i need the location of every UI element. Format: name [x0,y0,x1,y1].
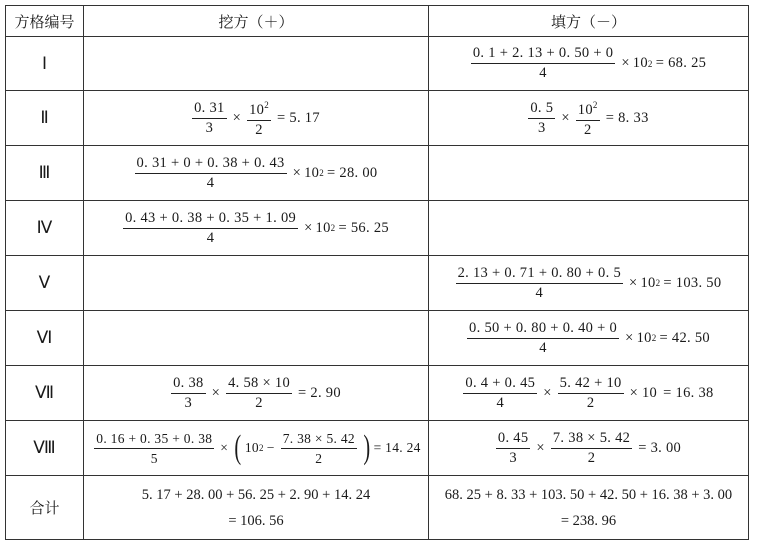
numerator: 7. 38 × 5. 42 [551,430,632,449]
table-row [6,256,749,311]
fill-cell [429,256,749,311]
formula [168,375,344,412]
numerator [247,97,271,121]
power-base: 10 [636,329,652,346]
denominator: 2 [587,449,596,466]
numerator: 0. 1 + 2. 13 + 0. 50 + 0 [471,45,615,64]
exponent: 2 [651,333,657,343]
exponent: 2 [258,443,264,453]
grid-id: Ⅱ [6,91,84,146]
fill-total-cell [429,476,749,540]
cut-total-cell [84,476,429,540]
cut-cell [84,201,429,256]
operator: × [621,55,630,71]
table-row [6,421,749,476]
fill-sum-result: = 238. 96 [560,512,617,529]
cut-cell [84,421,429,476]
grid-id: Ⅶ [6,366,84,421]
denominator: 4 [496,394,505,411]
result: = 3. 00 [638,439,682,456]
fill-cell [429,421,749,476]
denominator: 4 [539,65,547,81]
exponent: 2 [592,100,598,110]
operator: × [304,219,313,236]
operator: × [292,164,302,181]
earthwork-table [5,5,749,540]
cut-cell [84,311,429,366]
numerator: 0. 38 [171,375,206,394]
left-paren: ( [234,429,242,466]
result: = 14. 24 [373,440,421,455]
table-row [6,311,749,366]
operator: − [266,440,275,455]
formula [120,210,392,247]
right-paren: ) [363,429,371,466]
numerator: 5. 42 + 10 [558,375,624,394]
fill-cell [429,366,749,421]
fraction [551,430,632,467]
fraction [463,375,537,412]
header-row [6,6,749,37]
cut-cell [84,91,429,146]
grid-id: Ⅳ [6,201,84,256]
formula [493,430,684,467]
numerator: 2. 13 + 0. 71 + 0. 80 + 0. 5 [456,265,623,284]
power-base: 10 [249,102,265,118]
exponent: 2 [264,100,269,110]
fraction [496,430,531,467]
fill-cell [429,37,749,91]
table-row [6,146,749,201]
fraction [226,375,292,412]
fraction [281,430,357,467]
numerator: 0. 50 + 0. 80 + 0. 40 + 0 [467,320,619,339]
formula [468,45,709,82]
power-base: 10 [577,102,593,118]
numerator: 4. 58 × 10 [226,375,292,394]
denominator: 5 [150,450,158,466]
exponent: 2 [319,168,324,178]
fraction [558,375,624,412]
result: = 2. 90 [298,384,341,401]
power-base: 10 [244,440,259,455]
fill-cell [429,201,749,256]
numerator: 0. 31 + 0 + 0. 38 + 0. 43 [135,155,287,174]
grid-id: Ⅰ [6,37,84,91]
grid-id: Ⅴ [6,256,84,311]
denominator: 2 [255,394,263,411]
fraction [192,100,227,137]
cut-sum-line: 5. 17 + 28. 00 + 56. 25 + 2. 90 + 14. 24 [141,486,371,503]
denominator: 2 [315,450,323,466]
formula [460,375,716,412]
power-base: 10 [632,55,648,71]
cut-cell [84,366,429,421]
fill-cell [429,311,749,366]
denominator: 4 [535,284,544,301]
header-grid-id: 方格编号 [6,6,84,37]
table-row [6,366,749,421]
exponent: 2 [647,58,653,69]
table-row [6,201,749,256]
fill-sum-line: 68. 25 + 8. 33 + 103. 50 + 42. 50 + 16. 38 + 3. 00 [444,486,733,503]
numerator: 0. 4 + 0. 45 [463,375,537,394]
denominator: 3 [184,394,193,411]
grid-id: Ⅵ [6,311,84,366]
fraction [135,155,287,192]
grid-id: Ⅲ [6,146,84,201]
total-label: 合计 [6,476,84,540]
numerator: 7. 38 × 5. 42 [281,430,357,449]
fill-cell [429,91,749,146]
operator: × [211,384,221,401]
operator: × [220,440,229,455]
formula [132,155,381,192]
fill-cell [429,146,749,201]
fraction [123,210,298,247]
fraction [467,320,619,357]
result: = 5. 17 [277,109,320,126]
numerator: 0. 5 [528,100,555,119]
fraction [171,375,206,412]
result: = 8. 33 [605,109,649,126]
table-row [6,37,749,91]
power-base: 10 [640,274,656,291]
denominator: 3 [205,119,214,136]
formula [525,97,651,139]
fraction [247,97,271,139]
formula [189,97,323,139]
fraction [456,265,623,302]
result: = 103. 50 [663,274,722,291]
denominator: 3 [538,119,546,136]
header-cut: 挖方（＋） [84,6,429,37]
total-row [6,476,749,540]
cut-cell [84,146,429,201]
fraction [94,430,214,467]
denominator: 2 [255,122,263,138]
result: = 16. 38 [663,384,714,401]
cut-sum-result: = 106. 56 [228,512,284,529]
operator: × [625,329,634,346]
numerator: 0. 45 [496,430,531,449]
fraction [528,100,555,137]
fraction [576,97,600,139]
formula [453,265,725,302]
exponent: 2 [655,278,661,288]
operator: × [232,109,242,126]
result: = 42. 50 [659,329,710,346]
operator: × 10 [629,384,658,401]
denominator: 4 [206,174,215,191]
denominator: 2 [586,394,595,411]
result: = 28. 00 [327,164,378,181]
power-base: 10 [304,164,320,181]
denominator: 4 [206,229,215,246]
denominator: 4 [539,339,547,356]
exponent: 2 [330,223,336,233]
formula [91,430,420,467]
cut-cell [84,37,429,91]
denominator: 2 [583,122,592,138]
numerator: 0. 31 [192,100,227,119]
formula [464,320,713,357]
grid-id: Ⅷ [6,421,84,476]
result: = 68. 25 [655,55,707,71]
header-fill: 填方（－） [429,6,749,37]
numerator: 0. 43 + 0. 38 + 0. 35 + 1. 09 [123,210,298,229]
table-row [6,91,749,146]
cut-cell [84,256,429,311]
result: = 56. 25 [338,219,389,236]
power-base: 10 [315,219,331,236]
operator: × [629,274,638,291]
denominator: 3 [509,449,517,466]
numerator [576,97,600,121]
numerator: 0. 16 + 0. 35 + 0. 38 [94,430,214,449]
fraction [471,45,615,82]
operator: × [561,109,570,126]
operator: × [536,439,545,456]
operator: × [543,384,552,401]
